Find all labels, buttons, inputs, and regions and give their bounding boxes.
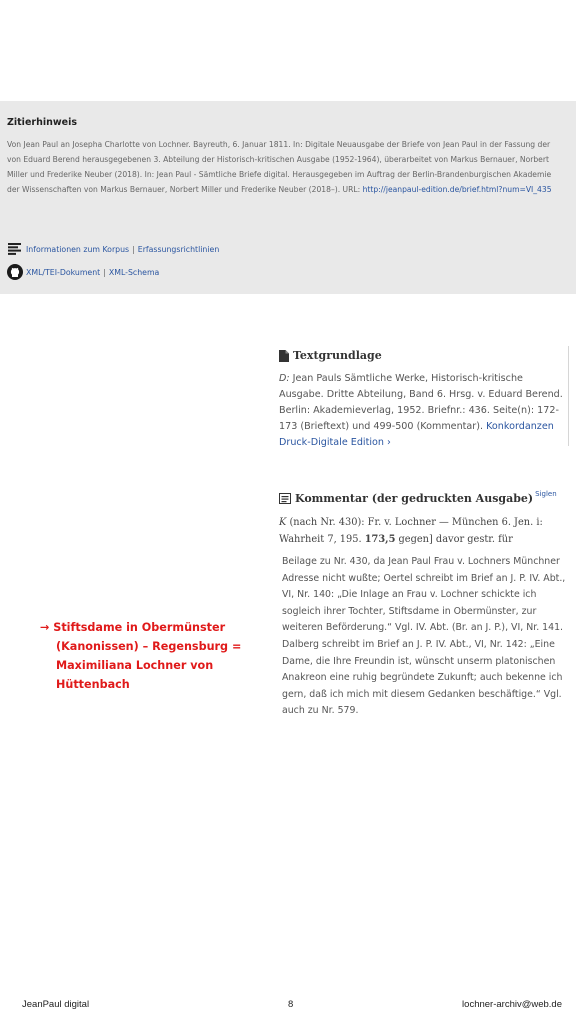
guidelines-link[interactable]: Erfassungsrichtlinien [137,244,220,254]
footer-email: lochner-archiv@web.de [462,999,562,1010]
note-line-1: Stiftsdame in Obermünster [53,621,226,634]
textgrundlage-body [279,371,569,451]
k-siglum: K [279,517,287,528]
note-line-4: Hüttenbach [56,678,130,691]
xml-tei-link[interactable]: XML/TEI-Dokument [26,267,101,277]
arrow-icon: → [40,621,50,634]
comment-list-icon [279,493,291,504]
list-icon [7,241,23,257]
corpus-info-link[interactable]: Informationen zum Korpus [26,244,130,254]
page-number: 8 [288,999,294,1010]
kommentar-title: Kommentar (der gedruckten Ausgabe) [295,492,534,505]
kommentar-apparatus [279,514,569,548]
textgrundlage-title: Textgrundlage [293,349,382,362]
annotation-note [40,618,260,694]
document-icon [279,350,289,362]
k-variant: gegen] davor gestr. für [395,534,513,545]
citation-text [7,137,565,197]
citation-title: Zitierhinweis [7,117,77,128]
k-description: (nach Nr. 430): Fr. v. Lochner — München 6. Jen. i: Wahrheit 7, 195. [279,517,543,545]
xml-links-row [7,264,159,280]
xml-schema-link[interactable]: XML-Schema [108,267,160,277]
siglum: D: [279,373,290,384]
citation-body: Von Jean Paul an Josepha Charlotte von Lochner. Bayreuth, 6. Januar 1811. In: Digitale Neuausgabe der Briefe von Jean Paul in der Fassung der von Eduard Berend herausgegebenen 3. Abteilung der Historisch-kritischen Ausgabe (1952-1964), überarbeitet von Markus Bernauer, Norbert Miller und Frederike Neuber (2018). In: Jean Paul - Sämtliche Briefe digital. Herausgegeben im Auftrag der Berlin-Brandenburgischen Akademie der Wissenschaften von Markus Bernauer, Norbert Miller und Frederike Neuber (2018–). URL: [7,140,552,194]
corpus-links-row [7,241,219,257]
kommentar-body: Beilage zu Nr. 430, da Jean Paul Frau v. Lochners Münchner Adresse nicht wußte; Oertel schreibt im Brief an J. P. IV. Abt., VI, Nr. 140: „Die Inlage an Frau v. Lochner schickte ich sogleich ihrer Tochter, Stiftsdame in Obermünster, zur weiteren Beförderung.“ Vgl. IV. Abt. (Br. an J. P.), VI, Nr. 141. Dalberg schreibt im Brief an J. P. IV. Abt., VI, Nr. 142: „Eine Dame, die Ihre Freundin ist, wünscht unserm platonischen Anakreon eine ruhig begründete Zukunft; auch bekenne ich gern, daß ich mich mit diesem Gedanken beschäftige.“ Vgl. auch zu Nr. 579. [282,556,566,717]
textgrundlage-heading [279,349,382,362]
siglen-link[interactable]: Siglen [535,489,557,498]
citation-url-link[interactable]: http://jeanpaul-edition.de/brief.html?num=VI_435 [362,185,552,194]
note-line-2: (Kanonissen) – Regensburg = [56,640,242,653]
link-separator: | [132,244,135,254]
kommentar-heading [279,489,557,505]
k-line-ref: 173,5 [364,534,396,545]
note-line-3: Maximiliana Lochner von [56,659,214,672]
footer-left: JeanPaul digital [22,999,90,1010]
concordance-link[interactable]: Konkordanzen Druck-Digitale Edition › [279,421,554,448]
github-icon [7,264,23,280]
link-separator: | [103,267,106,277]
source-text: Jean Pauls Sämtliche Werke, Historisch-kritische Ausgabe. Dritte Abteilung, Band 6. Hrsg. v. Eduard Berend. Berlin: Akademieverlag, 1952. Briefnr.: 436. Seite(n): 172-173 (Brieftext) und 499-500 (Kommentar). [279,373,563,432]
